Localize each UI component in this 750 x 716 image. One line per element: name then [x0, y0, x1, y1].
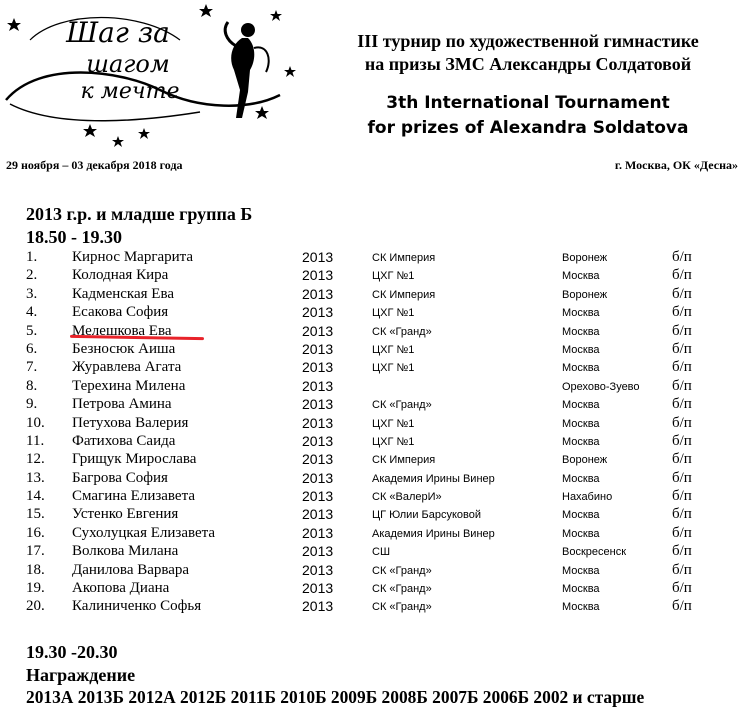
participant-club: СШ — [372, 546, 391, 559]
participant-city: Москва — [562, 583, 600, 596]
participant-club: ЦХГ №1 — [372, 343, 415, 356]
title-en-line-1: 3th International Tournament — [386, 93, 670, 113]
participant-rank: б/п — [672, 396, 692, 413]
participant-number: 9. — [26, 396, 38, 413]
title-ru-line-1: III турнир по художественной гимнастике — [357, 31, 699, 51]
participant-number: 6. — [26, 340, 38, 357]
participants-list — [0, 248, 750, 616]
participant-city: Москва — [562, 527, 600, 540]
table-row — [0, 266, 750, 284]
logo-text-line-3: к мечте — [80, 79, 180, 104]
participant-city: Воронеж — [562, 454, 608, 467]
participant-year: 2013 — [302, 451, 334, 468]
participant-club: СК «Гранд» — [372, 399, 432, 412]
participant-year: 2013 — [302, 304, 334, 321]
participant-rank: б/п — [672, 543, 692, 560]
participant-city: Москва — [562, 270, 600, 283]
participant-rank: б/п — [672, 561, 692, 578]
participant-rank: б/п — [672, 322, 692, 339]
participant-year: 2013 — [302, 506, 334, 523]
participant-number: 10. — [26, 414, 45, 431]
participant-city: Москва — [562, 307, 600, 320]
participant-year: 2013 — [302, 396, 334, 413]
participant-rank: б/п — [672, 488, 692, 505]
event-dates: 29 ноября – 03 декабря 2018 года — [6, 158, 183, 172]
participant-city: Москва — [562, 564, 600, 577]
participant-rank: б/п — [672, 359, 692, 376]
table-row — [0, 542, 750, 560]
participant-city: Воронеж — [562, 288, 608, 301]
participant-club: ЦХГ №1 — [372, 417, 415, 430]
participant-year: 2013 — [302, 322, 334, 339]
participant-year: 2013 — [302, 580, 334, 597]
participant-club: ЦХГ №1 — [372, 362, 415, 375]
participant-name: Мелешкова Ева — [72, 322, 172, 339]
participant-city: Москва — [562, 399, 600, 412]
table-row — [0, 395, 750, 413]
participant-club: СК «ВалерИ» — [372, 491, 442, 504]
award-label: Награждение — [26, 665, 136, 685]
participant-year: 2013 — [302, 414, 334, 431]
participant-year: 2013 — [302, 598, 334, 615]
participant-rank: б/п — [672, 524, 692, 541]
participant-city: Москва — [562, 472, 600, 485]
participant-city: Москва — [562, 325, 600, 338]
participant-city: Москва — [562, 362, 600, 375]
participant-number: 11. — [26, 432, 45, 449]
participant-club: СК Империя — [372, 288, 436, 301]
participant-city: Москва — [562, 417, 600, 430]
participant-number: 20. — [26, 598, 45, 615]
participant-name: Волкова Милана — [72, 543, 179, 560]
participant-year: 2013 — [302, 469, 334, 486]
participant-rank: б/п — [672, 340, 692, 357]
participant-number: 17. — [26, 543, 45, 560]
participant-rank: б/п — [672, 285, 692, 302]
participant-city: Москва — [562, 435, 600, 448]
title-ru-line-2: на призы ЗМС Александры Солдатовой — [364, 54, 692, 74]
participant-city: Москва — [562, 601, 600, 614]
participant-rank: б/п — [672, 377, 692, 394]
participant-number: 19. — [26, 580, 45, 597]
participant-name: Кирнос Маргарита — [72, 249, 194, 265]
participant-club: Академия Ирины Винер — [372, 527, 495, 540]
title-en-line-2: for prizes of Alexandra Soldatova — [367, 118, 689, 138]
participant-rank: б/п — [672, 469, 692, 486]
participant-club: ЦХГ №1 — [372, 270, 415, 283]
participant-rank: б/п — [672, 414, 692, 431]
participant-rank: б/п — [672, 432, 692, 449]
star-icon — [270, 10, 282, 21]
participant-name: Данилова Варвара — [72, 561, 190, 578]
table-row — [0, 469, 750, 487]
participant-number: 5. — [26, 322, 38, 339]
participant-number: 12. — [26, 451, 45, 468]
participant-city: Орехово-Зуево — [562, 380, 640, 393]
participant-city: Воронеж — [562, 252, 608, 264]
table-row — [0, 597, 750, 615]
participant-name: Колодная Кира — [72, 267, 169, 284]
tournament-logo — [0, 0, 300, 150]
participant-city: Москва — [562, 509, 600, 522]
participant-club: ЦГ Юлии Барсуковой — [372, 509, 482, 522]
participant-number: 3. — [26, 285, 38, 302]
participant-number: 13. — [26, 469, 45, 486]
participant-name: Кадменская Ева — [72, 285, 175, 302]
participant-rank: б/п — [672, 580, 692, 597]
table-row — [0, 487, 750, 505]
participant-name: Петухова Валерия — [72, 414, 189, 431]
table-row — [0, 377, 750, 395]
table-row — [0, 579, 750, 597]
participant-name: Устенко Евгения — [72, 506, 179, 523]
participant-club: СК Империя — [372, 252, 436, 264]
participant-name: Безносюк Аиша — [72, 340, 176, 357]
participant-name: Журавлева Агата — [72, 359, 182, 376]
star-icon — [199, 4, 213, 17]
participant-club: Академия Ирины Винер — [372, 472, 495, 485]
participant-city: Воскресенск — [562, 546, 627, 559]
table-row — [0, 505, 750, 523]
participant-number: 1. — [26, 249, 38, 265]
table-row — [0, 248, 750, 266]
table-row — [0, 432, 750, 450]
participant-year: 2013 — [302, 359, 334, 376]
table-row — [0, 303, 750, 321]
participant-rank: б/п — [672, 598, 692, 615]
participant-number: 14. — [26, 488, 45, 505]
participant-year: 2013 — [302, 561, 334, 578]
participant-club: СК «Гранд» — [372, 601, 432, 614]
participant-name: Терехина Милена — [72, 377, 186, 394]
participant-year: 2013 — [302, 377, 334, 394]
participant-year: 2013 — [302, 543, 334, 560]
table-row — [0, 414, 750, 432]
participant-year: 2013 — [302, 488, 334, 505]
table-row — [0, 358, 750, 376]
participant-year: 2013 — [302, 285, 334, 302]
participant-name: Багрова София — [72, 469, 168, 486]
star-icon — [138, 128, 150, 139]
participant-club: СК «Гранд» — [372, 583, 432, 596]
star-icon — [112, 136, 124, 147]
logo-text-line-2: шагом — [86, 50, 170, 78]
participant-name: Грищук Мирослава — [72, 451, 197, 468]
table-row — [0, 450, 750, 468]
participant-rank: б/п — [672, 267, 692, 284]
table-row — [0, 285, 750, 303]
participant-number: 18. — [26, 561, 45, 578]
participant-number: 16. — [26, 524, 45, 541]
participant-number: 8. — [26, 377, 38, 394]
participant-name: Калиниченко Софья — [72, 598, 202, 615]
group-time: 18.50 - 19.30 — [26, 227, 122, 247]
participant-name: Петрова Амина — [72, 396, 172, 413]
participant-city: Москва — [562, 343, 600, 356]
participant-club: СК «Гранд» — [372, 325, 432, 338]
participant-rank: б/п — [672, 451, 692, 468]
star-icon — [83, 124, 97, 137]
star-icon — [255, 106, 269, 119]
participant-club: СК «Гранд» — [372, 564, 432, 577]
participant-year: 2013 — [302, 249, 334, 265]
participant-year: 2013 — [302, 340, 334, 357]
star-icon — [7, 18, 21, 31]
participant-number: 15. — [26, 506, 45, 523]
participant-year: 2013 — [302, 432, 334, 449]
participant-number: 2. — [26, 267, 38, 284]
participant-club: СК Империя — [372, 454, 436, 467]
award-groups: 2013А 2013Б 2012А 2012Б 2011Б 2010Б 2009Б 2008Б 2007Б 2006Б 2002 и старше — [26, 687, 645, 707]
participant-rank: б/п — [672, 249, 692, 265]
participant-club: ЦХГ №1 — [372, 307, 415, 320]
table-row — [0, 340, 750, 358]
participant-name: Фатихова Саида — [72, 432, 176, 449]
table-row — [0, 561, 750, 579]
participant-club: ЦХГ №1 — [372, 435, 415, 448]
participant-rank: б/п — [672, 506, 692, 523]
logo-text-line-1: Шаг за — [66, 16, 170, 49]
participant-year: 2013 — [302, 267, 334, 284]
award-time: 19.30 -20.30 — [26, 642, 118, 662]
table-row — [0, 524, 750, 542]
participant-name: Сухолуцкая Елизавета — [72, 524, 216, 541]
table-row — [0, 322, 750, 340]
participant-name: Смагина Елизавета — [72, 488, 195, 505]
participant-number: 7. — [26, 359, 38, 376]
participant-name: Акопова Диана — [72, 580, 170, 597]
participant-name: Есакова София — [72, 304, 169, 321]
participant-year: 2013 — [302, 524, 334, 541]
participant-city: Нахабино — [562, 491, 613, 504]
group-title: 2013 г.р. и младше группа Б — [26, 204, 253, 224]
participant-number: 4. — [26, 304, 38, 321]
event-venue: г. Москва, ОК «Десна» — [614, 158, 738, 172]
star-icon — [284, 66, 296, 77]
participant-rank: б/п — [672, 304, 692, 321]
